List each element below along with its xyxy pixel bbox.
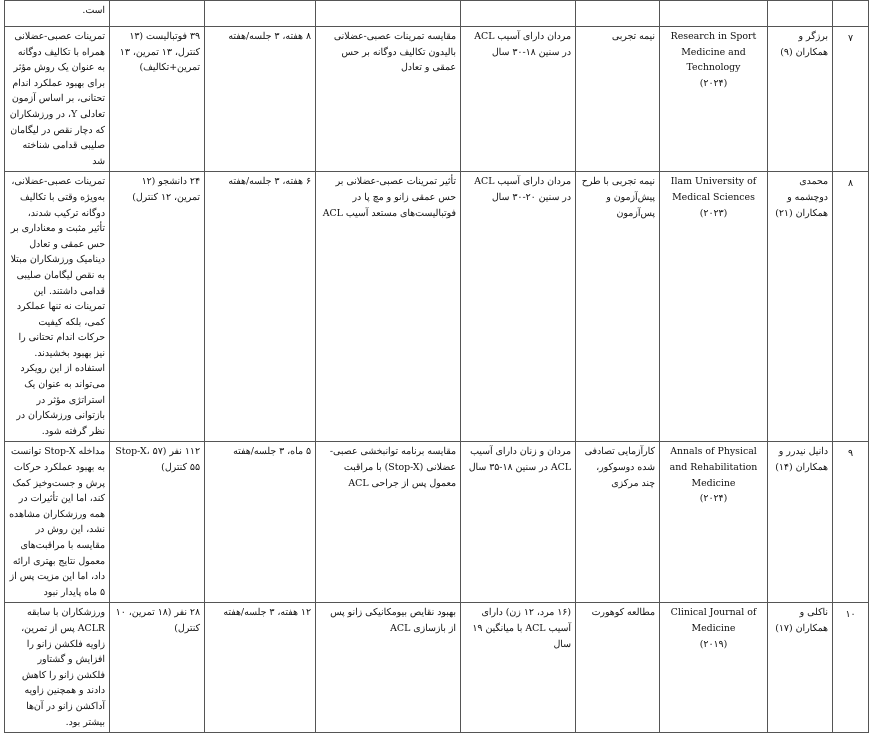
journal-cell [660, 172, 768, 442]
table-row [5, 603, 869, 733]
duration-cell: ۸ هفته، ۳ جلسه/هفته [205, 27, 316, 172]
participants-cell: مردان دارای آسیب ACL در سنین ۱۸-۳۰ سال [461, 27, 576, 172]
results-cell: تمرینات عصبی-عضلانی همراه با تکالیف دوگانه به عنوان یک روش مؤثر برای بهبود عملکرد اندام تحتانی، بر اساس آزمون تعادلی Y، در ورزشکاران که دچار نقص در لیگامان صلیبی قدامی شناخته شد [5, 27, 110, 172]
row-number: ۱۰ [833, 603, 869, 733]
document-page [4, 0, 868, 728]
sample-cell: ۳۹ فوتبالیست (۱۳ کنترل، ۱۳ تمرین، ۱۳ تمرین+تکالیف) [110, 27, 205, 172]
author-cell: محمدی دوچشمه و همکاران (۲۱) [768, 172, 833, 442]
intervention-cell: تأثیر تمرینات عصبی-عضلانی بر حس عمقی زانو و مچ پا در فوتبالیست‌های مستعد آسیب ACL [316, 172, 461, 442]
table-row [5, 442, 869, 603]
row-number: ۸ [833, 172, 869, 442]
table-row [5, 172, 869, 442]
journal-name: Ilam University of Medical Sciences [670, 176, 757, 203]
journal-year: (۲۰۱۹) [699, 638, 728, 650]
table-row [5, 27, 869, 172]
journal-cell [660, 442, 768, 603]
participants-cell: مردان دارای آسیب ACL در سنین ۲۰-۳۰ سال [461, 172, 576, 442]
duration-cell: ۱۲ هفته، ۳ جلسه/هفته [205, 603, 316, 733]
journal-name: Research in Sport Medicine and Technology [670, 31, 757, 74]
design-cell: کارآزمایی تصادفی شده دوسوکور، چند مرکزی [576, 442, 660, 603]
intervention-cell: مقایسه تمرینات عصبی-عضلانی بالیدون تکالیف دوگانه بر حس عمقی و تعادل [316, 27, 461, 172]
author-cell: ناکلی و همکاران (۱۷) [768, 603, 833, 733]
results-cell: تمرینات عصبی-عضلانی، به‌ویژه وقتی با تکالیف دوگانه ترکیب شدند، تأثیر مثبت و معناداری بر حس عمقی و تعادل دینامیک ورزشکاران مبتلا به نقص لیگامان صلیبی قدامی داشتند. این تمرینات نه تنها عملکرد کمی، بلکه کیفیت حرکات اندام تحتانی را نیز بهبود بخشیدند. استفاده از این رویکرد می‌تواند به عنوان یک استراتژی مؤثر در بازتوانی ورزشکاران در نظر گرفته شود. [5, 172, 110, 442]
intervention-cell: بهبود نقایص بیومکانیکی زانو پس از بازسازی ACL [316, 603, 461, 733]
design-cell: نیمه تجربی با طرح پیش‌آزمون و پس‌آزمون [576, 172, 660, 442]
journal-cell [660, 603, 768, 733]
results-cell: ورزشکاران با سابقه ACLR پس از تمرین، زاویه فلکشن زانو را افزایش و گشتاور فلکشن زانو را کاهش دادند و همچنین زاویه آداکشن زانو در آن‌ها بیشتر بود. [5, 603, 110, 733]
continuation-row [5, 1, 869, 27]
author-cell: دانیل نیدرر و همکاران (۱۴) [768, 442, 833, 603]
journal-cell [660, 27, 768, 172]
sample-cell: ۱۱۲ نفر (۵۷ Stop-X، ۵۵ کنترل) [110, 442, 205, 603]
participants-cell: (۱۶ مرد، ۱۲ زن) دارای آسیب ACL با میانگین ۱۹ سال [461, 603, 576, 733]
continuation-text: است. [5, 1, 110, 27]
duration-cell: ۶ هفته، ۳ جلسه/هفته [205, 172, 316, 442]
journal-year: (۲۰۲۳) [699, 207, 728, 219]
design-cell: نیمه تجربی [576, 27, 660, 172]
intervention-cell: مقایسه برنامه توانبخشی عصبی-عضلانی (Stop-X) با مراقبت معمول پس از جراحی ACL [316, 442, 461, 603]
sample-cell: ۲۴ دانشجو (۱۲ تمرین، ۱۲ کنترل) [110, 172, 205, 442]
journal-year: (۲۰۲۴) [699, 493, 728, 505]
sample-cell: ۲۸ نفر (۱۸ تمرین، ۱۰ کنترل) [110, 603, 205, 733]
studies-table [4, 0, 869, 733]
row-number: ۷ [833, 27, 869, 172]
participants-cell: مردان و زنان دارای آسیب ACL در سنین ۱۸-۳۵ سال [461, 442, 576, 603]
row-number: ۹ [833, 442, 869, 603]
journal-year: (۲۰۲۴) [699, 77, 728, 89]
design-cell: مطالعه کوهورت [576, 603, 660, 733]
author-cell: برزگر و همکاران (۹) [768, 27, 833, 172]
results-cell: مداخله Stop-X توانست به بهبود عملکرد حرکات پرش و جست‌وخیز کمک کند، اما این تأثیرات در همه ورزشکاران مشاهده نشد، این روش در مقایسه با مراقبت‌های معمول نتایج بهتری ارائه داد، اما این مزیت پس از ۵ ماه پایدار نبود [5, 442, 110, 603]
duration-cell: ۵ ماه، ۳ جلسه/هفته [205, 442, 316, 603]
journal-name: Annals of Physical and Rehabilitation Medicine [669, 446, 758, 489]
journal-name: Clinical Journal of Medicine [670, 607, 757, 634]
